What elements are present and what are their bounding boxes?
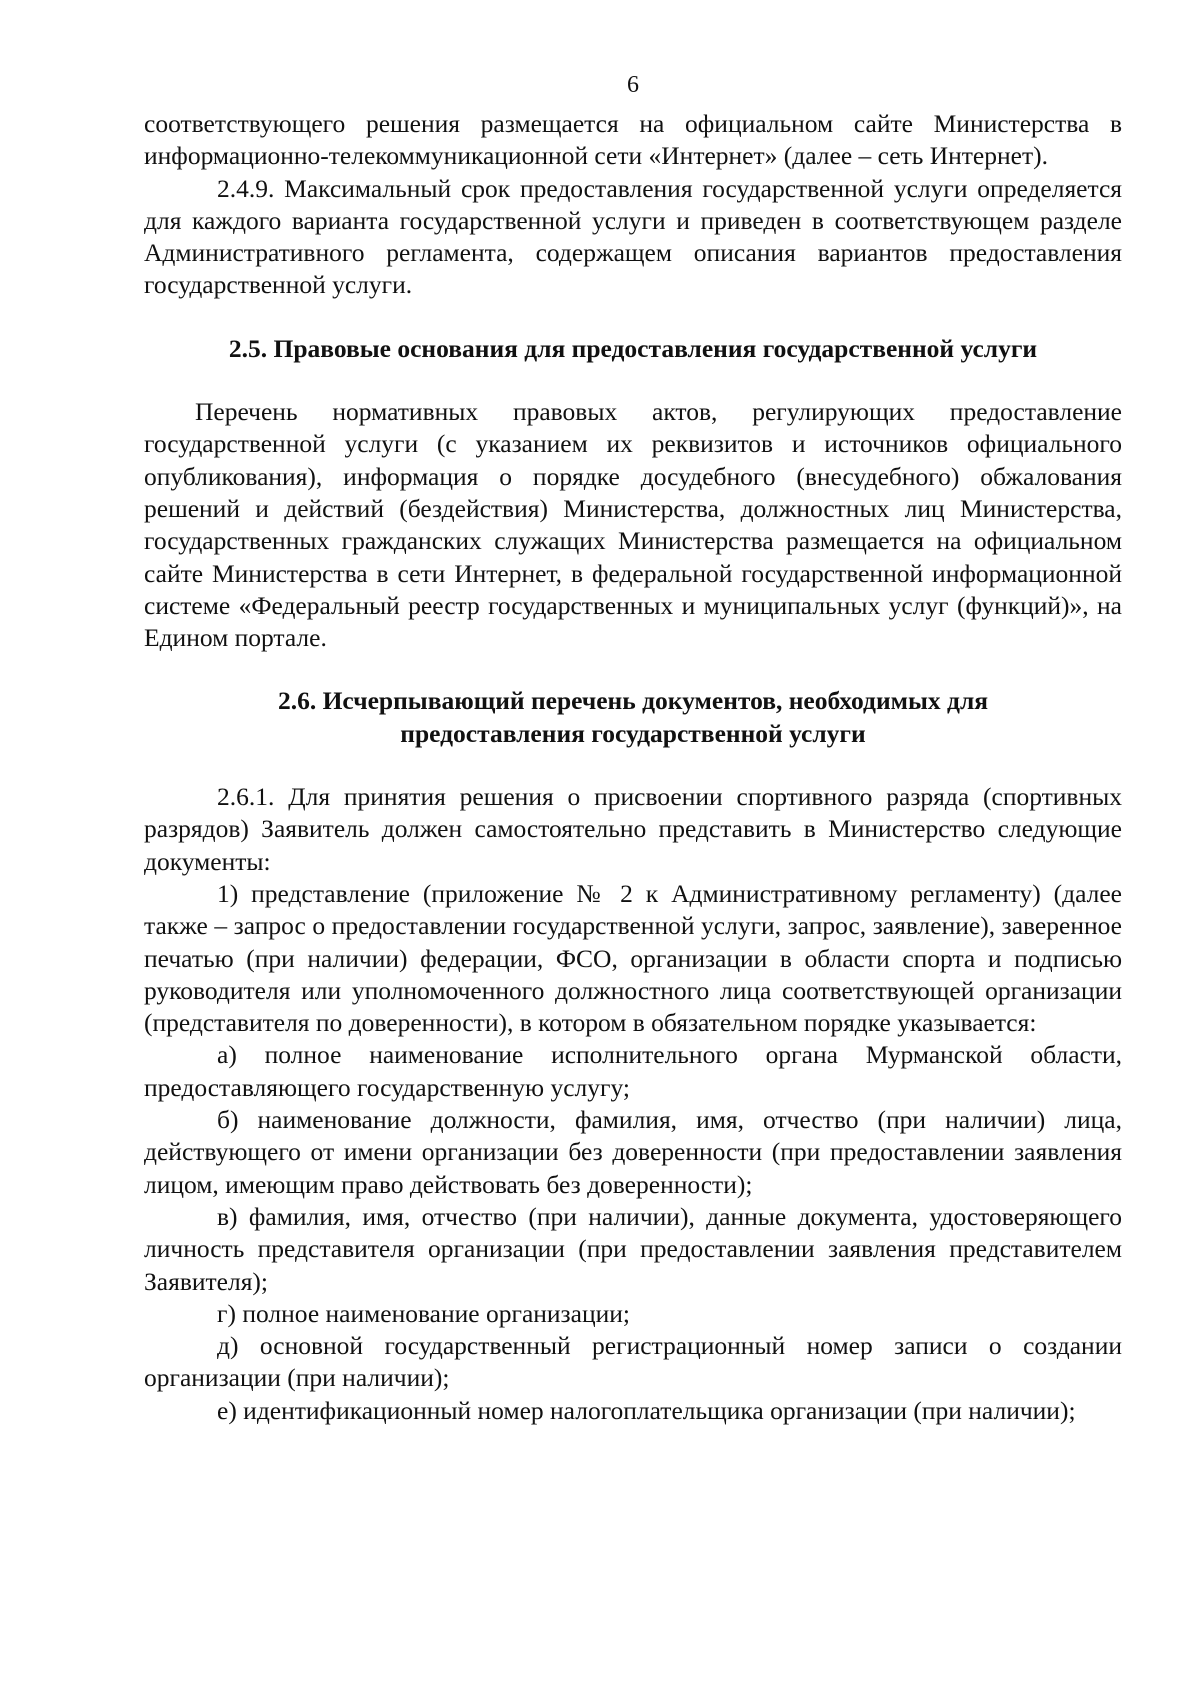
- list-item-g: г) полное наименование организации;: [217, 1298, 630, 1328]
- list-item-a: а) полное наименование исполнительного органа Мурманской области, предоставляющего государственную услугу;: [144, 1040, 1122, 1102]
- section-heading-2-6-line1: 2.6. Исчерпывающий перечень документов, необходимых для: [277, 686, 989, 716]
- list-item-1: 1) представление (приложение № 2 к Административному регламенту) (далее также – запрос о предоставлении государственной услуги, запрос, заявление), заверенное печатью (при наличии) федерации, ФСО, организации в области спорта и подписью руководителя или уполномоченного должностного лица соответствующей организации (представителя по доверенности), в котором в обязательном порядке указывается:: [144, 878, 1122, 1038]
- section-heading-2-5: 2.5. Правовые основания для предоставления государственной услуги: [228, 333, 1038, 363]
- section-heading-2-6-line2: предоставления государственной услуги: [400, 718, 866, 748]
- paragraph-continuation: соответствующего решения размещается на официальном сайте Министерства в информационно-телекоммуникационной сети «Интернет» (далее – сеть Интернет).: [144, 109, 1122, 171]
- paragraph-2-5: Перечень нормативных правовых актов, регулирующих предоставление государственной услуги (с указанием их реквизитов и источников официального опубликования), информация о порядке досудебного (внесудебного) обжалования решений и действий (бездействия) Министерства, должностных лиц Министерства, государственных гражданских служащих Министерства размещается на официальном сайте Министерства в сети Интернет, в федеральной государственной информационной системе «Федеральный реестр государственных и муниципальных услуг (функций)», на Едином портале.: [144, 397, 1122, 653]
- list-item-v: в) фамилия, имя, отчество (при наличии), данные документа, удостоверяющего личность представителя организации (при предоставлении заявления представителем Заявителя);: [144, 1201, 1122, 1296]
- list-item-d: д) основной государственный регистрационный номер записи о создании организации (при наличии);: [144, 1331, 1122, 1393]
- list-item-e: е) идентификационный номер налогоплательщика организации (при наличии);: [217, 1395, 1076, 1425]
- page-number: 6: [627, 72, 639, 98]
- section-heading-2-6: [144, 685, 1122, 750]
- paragraph-2-6-1: 2.6.1. Для принятия решения о присвоении спортивного разряда (спортивных разрядов) Заявитель должен самостоятельно представить в Министерство следующие документы:: [144, 782, 1122, 876]
- document-page: [144, 70, 1122, 1427]
- paragraph-2-4-9: 2.4.9. Максимальный срок предоставления государственной услуги определяется для каждого варианта государственной услуги и приведен в соответствующем разделе Административного регламента, содержащем описания вариантов предоставления государственной услуги.: [144, 173, 1122, 300]
- list-item-b: б) наименование должности, фамилия, имя, отчество (при наличии) лица, действующего от имени организации без доверенности (при предоставлении заявления лицом, имеющим право действовать без доверенности);: [144, 1105, 1122, 1199]
